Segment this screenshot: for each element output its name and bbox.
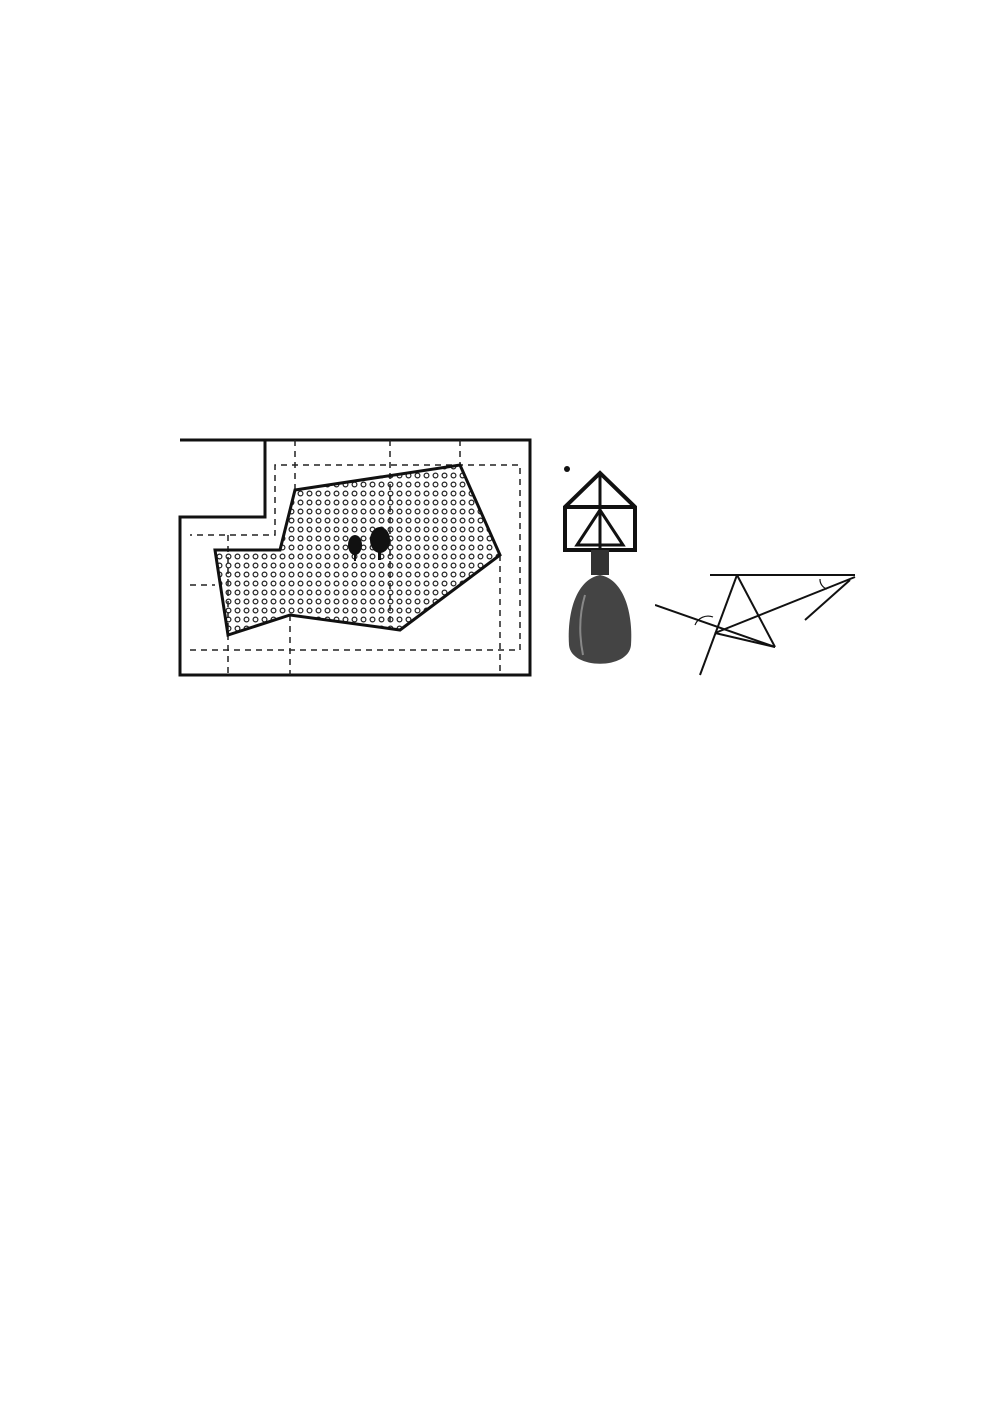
figure-11 <box>170 435 540 685</box>
figures-row <box>170 435 870 715</box>
figure-13 <box>655 565 860 685</box>
figure-12 <box>555 465 645 680</box>
